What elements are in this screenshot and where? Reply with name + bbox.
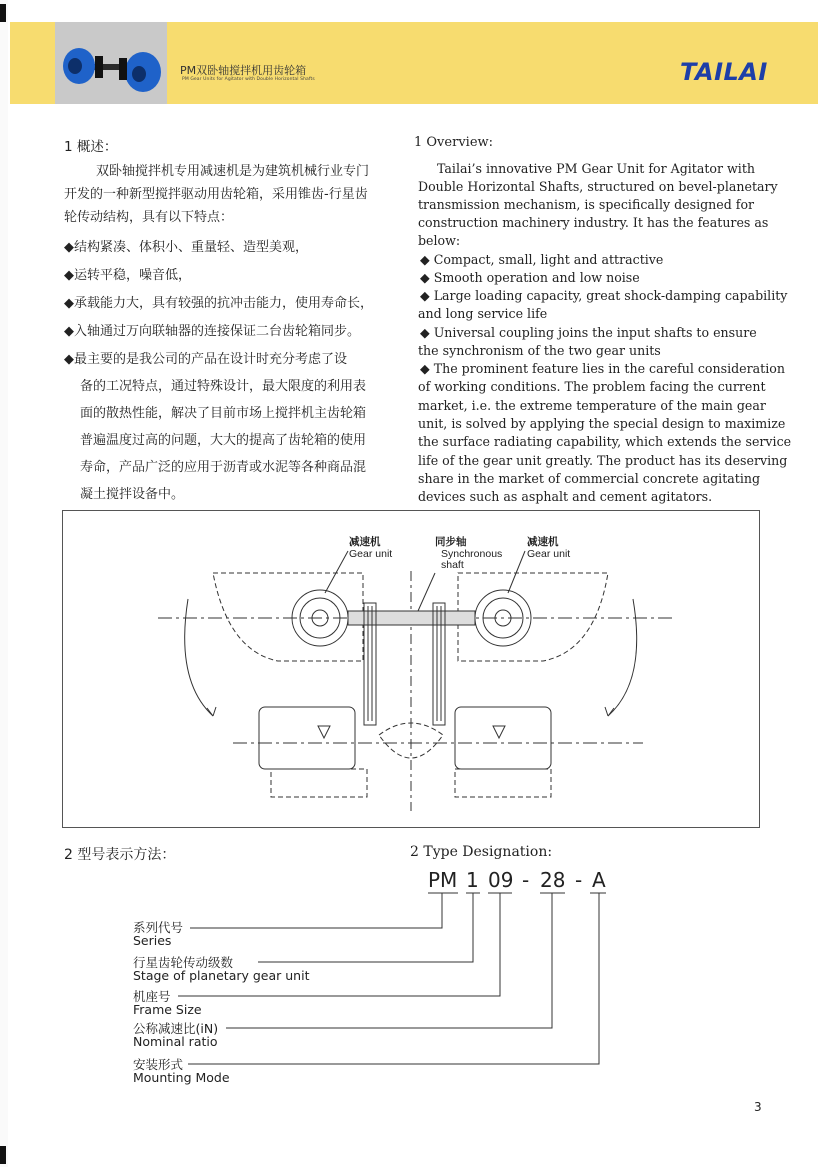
page-number: 3 <box>754 1100 762 1114</box>
overview-zh-bullet: ◆结构紧凑、体积小、重量轻、造型美观， <box>64 240 308 255</box>
code-part-mounting: A <box>592 868 606 892</box>
label-series-en: Series <box>133 933 172 948</box>
diagram-label-left-en: Gear unit <box>349 548 393 560</box>
overview-zh-line: 备的工况特点，通过特殊设计，最大限度的利用表 <box>80 379 367 394</box>
overview-zh-bullet: ◆最主要的是我公司的产品在设计时充分考虑了设 <box>64 352 347 367</box>
overview-en-bullet: ◆ Smooth operation and low noise <box>420 270 640 285</box>
label-mounting-en: Mounting Mode <box>133 1070 230 1085</box>
overview-en-line: transmission mechanism, is specifically designed for <box>418 197 755 212</box>
overview-zh-bullet: ◆运转平稳，噪音低， <box>64 268 191 283</box>
overview-heading-zh: 1 概述： <box>64 139 118 155</box>
overview-en-line: life of the gear unit greatly. The product has its deserving <box>418 453 788 468</box>
overview-en-line: the synchronism of the two gear units <box>418 343 661 358</box>
overview-en-line: market, i.e. the extreme temperature of the main gear <box>418 398 766 413</box>
overview-zh-line: 轮传动结构，具有以下特点： <box>64 210 234 225</box>
code-part-stage: 1 <box>466 868 479 892</box>
overview-zh-line: 寿命，产品广泛的应用于沥青或水泥等各种商品混 <box>80 460 367 475</box>
code-part-ratio: 28 <box>540 868 566 892</box>
overview-zh-line: 凝土搅拌设备中。 <box>80 487 185 502</box>
overview-en-line: devices such as asphalt and cement agitators. <box>418 489 713 504</box>
label-ratio-en: Nominal ratio <box>133 1034 218 1049</box>
overview-zh-line: 面的散热性能，解决了目前市场上搅拌机主齿轮箱 <box>80 406 367 421</box>
label-series-zh: 系列代号 <box>133 920 184 935</box>
overview-heading-en: 1 Overview: <box>414 135 494 150</box>
overview-en-line: Double Horizontal Shafts, structured on bevel-planetary <box>418 179 778 194</box>
overview-zh-line: 普遍温度过高的问题，大大的提高了齿轮箱的使用 <box>80 433 367 448</box>
label-frame-zh: 机座号 <box>133 989 171 1004</box>
overview-en-line: Tailai’s innovative PM Gear Unit for Agitator with <box>437 161 756 176</box>
overview-en-bullet: ◆ The prominent feature lies in the careful consideration <box>420 361 785 376</box>
overview-en-line: of working conditions. The problem facing the current <box>418 379 766 394</box>
diagram-label-mid-en-1: Synchronous <box>441 548 503 560</box>
label-stage-zh: 行星齿轮传动级数 <box>133 955 234 970</box>
page-corner-mark-top <box>0 4 6 22</box>
label-stage-en: Stage of planetary gear unit <box>133 968 310 983</box>
overview-zh-line: 开发的一种新型搅拌驱动用齿轮箱，采用锥齿-行星齿 <box>64 187 368 202</box>
header-title-en: PM Gear Units for Agitator with Double Horizontal Shafts <box>182 77 315 82</box>
code-part-dash-1: - <box>522 868 530 892</box>
diagram-label-right-zh: 减速机 <box>527 536 559 548</box>
overview-en-line: construction machinery industry. It has the features as <box>418 215 769 230</box>
overview-en-line: share in the market of commercial concrete agitating <box>418 471 761 486</box>
overview-en-bullet: ◆ Large loading capacity, great shock-damping capability <box>420 288 788 303</box>
code-part-series: PM <box>428 868 458 892</box>
designation-heading-en: 2 Type Designation: <box>410 844 553 860</box>
overview-en-line: and long service life <box>418 306 548 321</box>
designation-heading-zh: 2 型号表示方法： <box>64 847 176 863</box>
overview-en-line: the surface radiating capability, which extends the service <box>418 434 792 449</box>
product-photo <box>55 22 167 104</box>
page-corner-mark-bottom <box>0 1146 6 1164</box>
overview-zh-bullet: ◆入轴通过万向联轴器的连接保证二台齿轮箱同步。 <box>64 324 360 339</box>
overview-en-bullet: ◆ Universal coupling joins the input shafts to ensure <box>420 325 757 340</box>
header-title-zh: PM双卧轴搅拌机用齿轮箱 <box>180 64 307 77</box>
brand-logo: TAILAI <box>680 58 768 86</box>
overview-zh-line: 双卧轴搅拌机专用减速机是为建筑机械行业专门 <box>96 164 370 179</box>
gearbox-photo-icon <box>55 22 167 104</box>
overview-en-line: below: <box>418 233 461 248</box>
code-part-frame: 09 <box>488 868 514 892</box>
label-frame-en: Frame Size <box>133 1002 202 1017</box>
overview-en-line: unit, is solved by applying the special design to maximize <box>418 416 786 431</box>
page-edge <box>0 0 8 1167</box>
diagram-label-right-en: Gear unit <box>527 548 571 560</box>
diagram-label-mid-zh: 同步轴 <box>435 536 467 548</box>
diagram-label-mid-en-2: shaft <box>441 559 464 571</box>
code-part-dash-2: - <box>575 868 583 892</box>
overview-zh-bullet: ◆承载能力大，具有较强的抗冲击能力，使用寿命长， <box>64 296 373 311</box>
diagram-label-left-zh: 减速机 <box>349 536 381 548</box>
overview-en-bullet: ◆ Compact, small, light and attractive <box>420 252 664 267</box>
label-mounting-zh: 安装形式 <box>133 1057 184 1072</box>
label-ratio-zh: 公称减速比(iN) <box>133 1021 219 1036</box>
agitator-drive-diagram <box>62 510 760 828</box>
gearbox-layout-drawing-icon <box>63 511 759 827</box>
